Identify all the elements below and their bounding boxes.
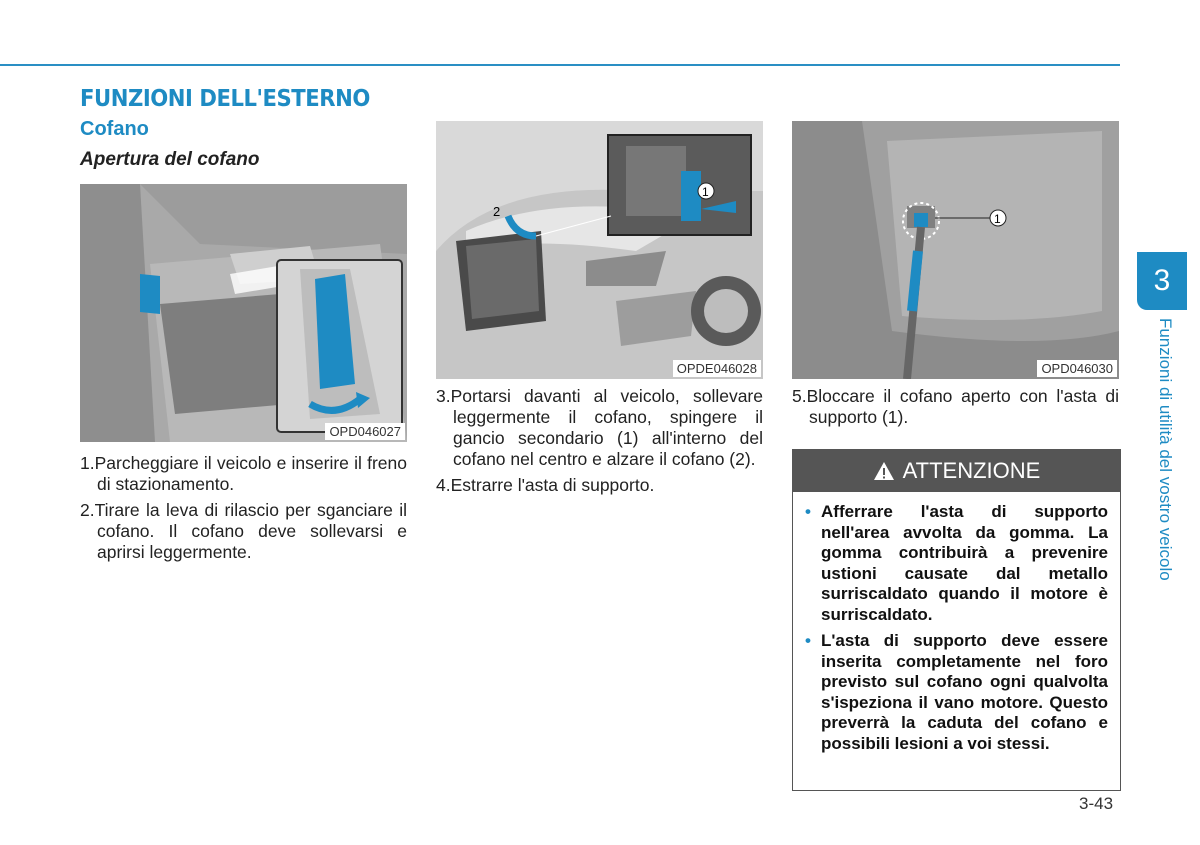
figure-code: OPDE046028: [673, 360, 761, 377]
step-1: 1.Parcheggiare il veicolo e inserire il freno di stazionamento.: [80, 453, 407, 494]
subsubsection-title: Apertura del cofano: [80, 149, 260, 170]
warning-item-text: Afferrare l'asta di supporto nell'area avvolta da gomma. La gomma contribuirà a prevenire ustioni causate dal metallo surriscaldato quando il motore è surriscaldato.: [821, 502, 1108, 624]
callout-1: 1: [702, 185, 709, 199]
callout-1: 1: [994, 212, 1001, 226]
figure-support-rod: [792, 121, 1119, 379]
warning-triangle-icon: [873, 461, 895, 481]
steps-column-1: [80, 453, 407, 568]
figure-code: OPD046027: [325, 423, 405, 440]
page-number: 3-43: [1079, 794, 1114, 813]
bullet-icon: •: [805, 631, 811, 650]
step-5: 5.Bloccare il cofano aperto con l'asta di supporto (1).: [792, 386, 1119, 427]
section-title: FUNZIONI DELL'ESTERNO: [80, 86, 370, 112]
hood-hook-illustration: [436, 121, 763, 379]
subsection-title: Cofano: [80, 118, 149, 140]
warning-title: ATTENZIONE: [902, 458, 1041, 483]
chapter-title-vertical: [1151, 318, 1175, 618]
step-2: 2.Tirare la leva di rilascio per sganciare il cofano. Il cofano deve sollevarsi e aprirsi leggermente.: [80, 500, 407, 562]
figure-release-lever: [80, 184, 407, 442]
steps-column-2: [436, 386, 763, 501]
warning-item-text: L'asta di supporto deve essere inserita completamente nel foro previsto sul cofano ogni qualvolta s'ispeziona il vano motore. Questo preverrà la caduta del cofano e possibili lesioni a voi stessi.: [821, 631, 1108, 753]
figure-hood-hook: [436, 121, 763, 379]
warning-box: [792, 449, 1121, 791]
warning-item: [805, 631, 1108, 754]
top-rule: [0, 64, 1120, 66]
warning-header: [793, 450, 1120, 492]
support-rod-illustration: [792, 121, 1119, 379]
chapter-title: Funzioni di utilità del vostro veicolo: [1156, 318, 1175, 581]
steps-column-3: [792, 386, 1119, 433]
warning-item: [805, 502, 1108, 625]
figure-code: OPD046030: [1037, 360, 1117, 377]
step-4: 4.Estrarre l'asta di supporto.: [436, 475, 655, 495]
release-lever-illustration: [80, 184, 407, 442]
warning-list: [793, 492, 1120, 754]
callout-2: 2: [493, 204, 501, 219]
step-3: 3.Portarsi davanti al veicolo, sollevare leggermente il cofano, spingere il gancio secondario (1) all'interno del cofano nel centro e alzare il cofano (2).: [436, 386, 763, 469]
chapter-number-tab: 3: [1137, 252, 1187, 310]
bullet-icon: •: [805, 502, 811, 521]
